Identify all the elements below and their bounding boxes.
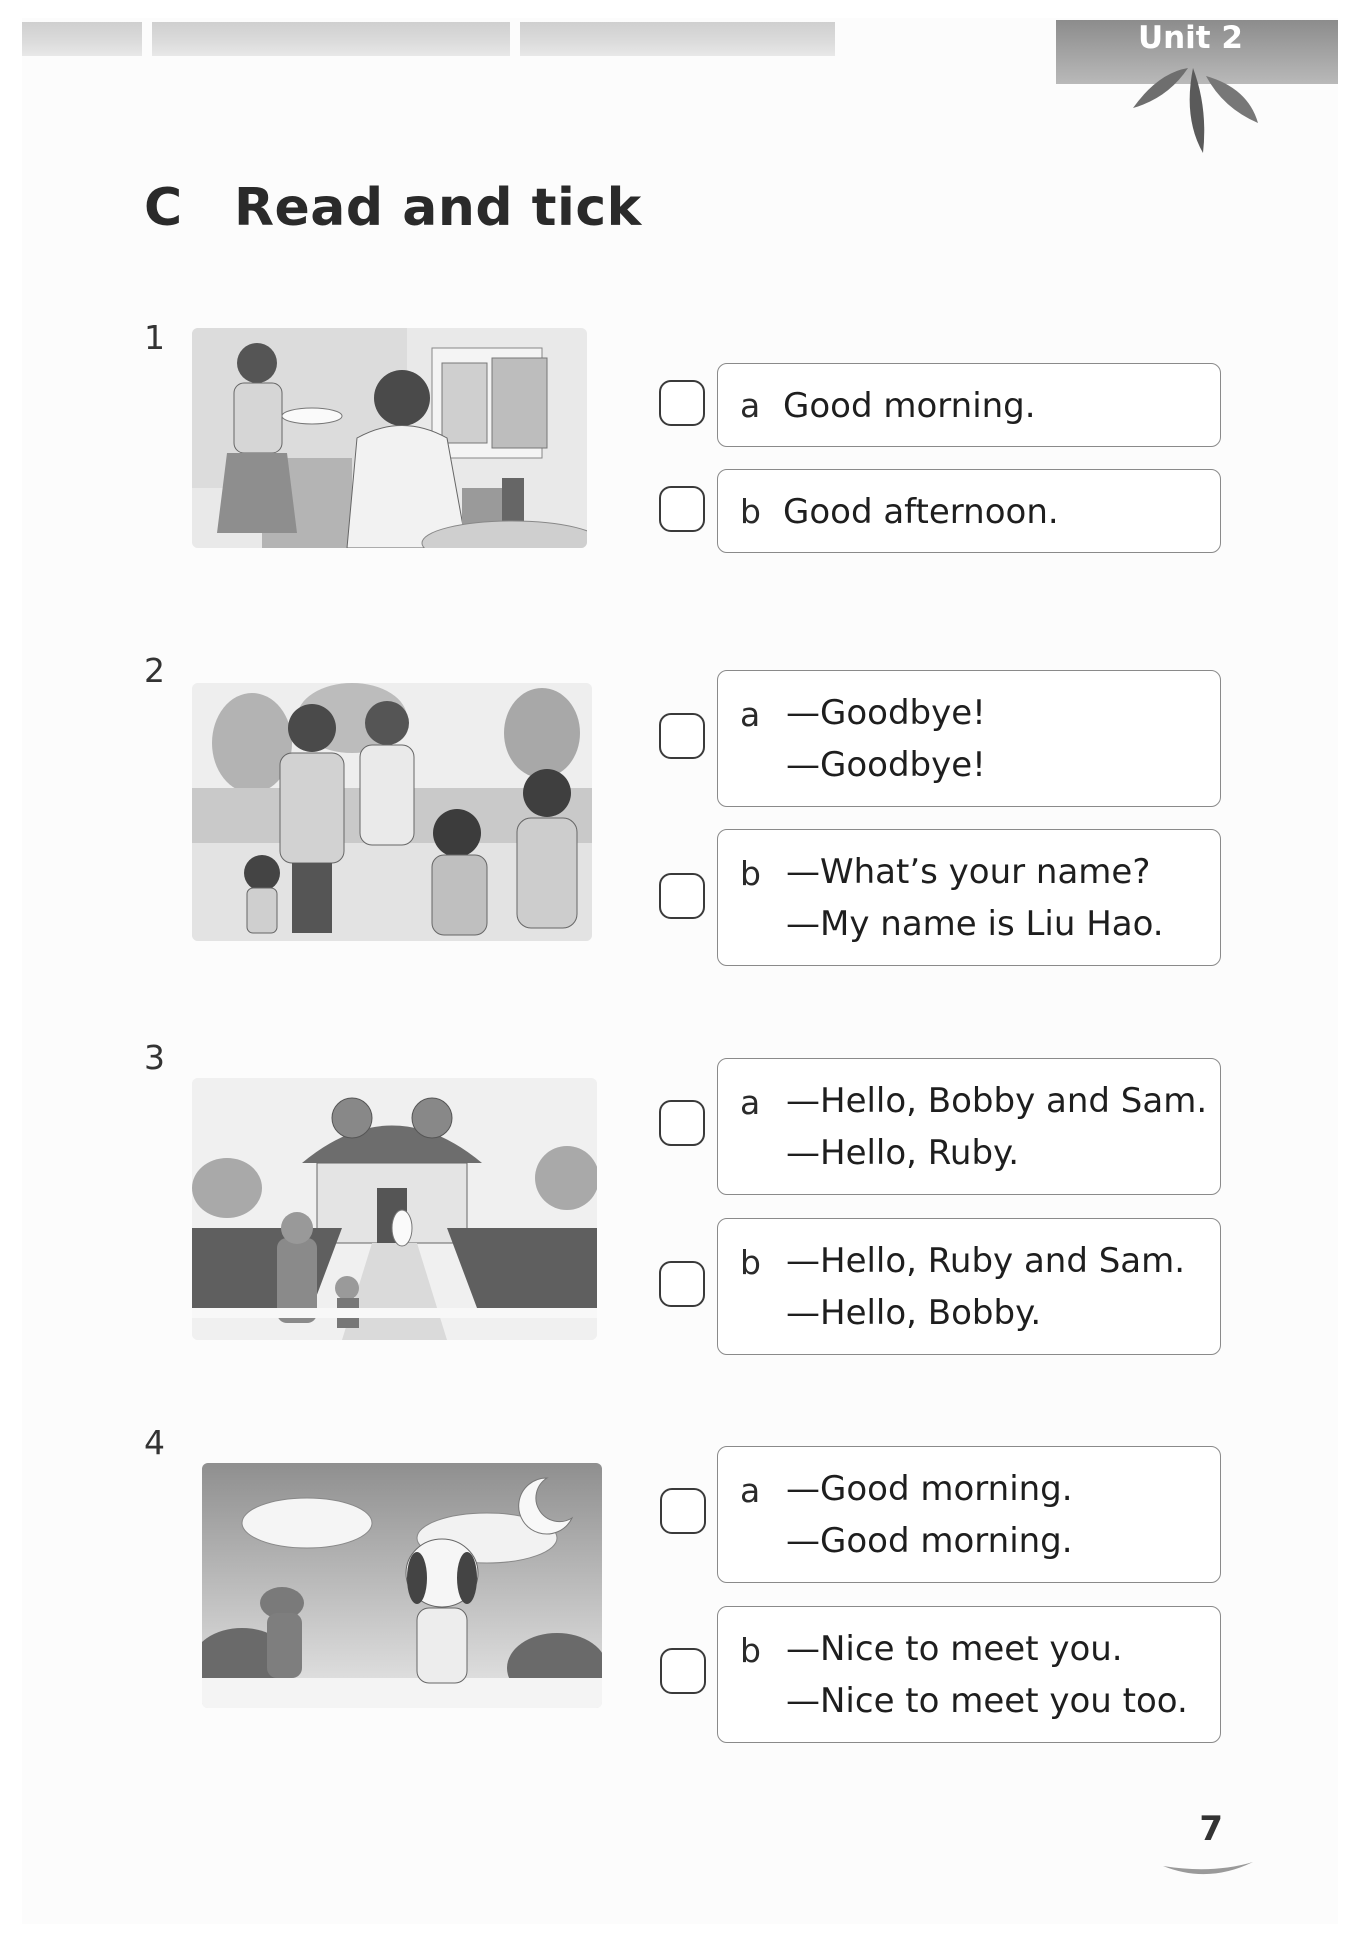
tick-box-4a[interactable] [660,1488,706,1534]
section-title: Read and tick [234,178,642,238]
unit-label: Unit 2 [1137,20,1243,56]
option-box-1a [717,363,1221,447]
question-number: 2 [144,651,165,690]
option-letter: a [740,1083,761,1122]
school-garden-picture [192,1078,597,1340]
option-text: —Goodbye! [786,745,986,785]
option-text: —What’s your name? [786,852,1151,892]
family-breakfast-picture [192,328,587,548]
night-animals-picture [202,1463,602,1708]
option-text: —Goodbye! [786,693,986,733]
header-banner-segment [22,22,142,56]
page-number: 7 [1199,1809,1223,1849]
option-text: —Hello, Bobby. [786,1293,1042,1333]
option-letter: a [740,1471,761,1510]
page-swoosh-icon [1163,1854,1253,1879]
option-text: —Nice to meet you. [786,1629,1123,1669]
section-letter: C [144,178,183,238]
option-box-3a [717,1058,1221,1195]
option-text: —Nice to meet you too. [786,1681,1188,1721]
option-box-2a [717,670,1221,807]
option-box-4a [717,1446,1221,1583]
option-text: —Hello, Ruby. [786,1133,1020,1173]
question-number: 1 [144,318,165,357]
option-text: Good morning. [783,386,1036,426]
option-text: —Hello, Bobby and Sam. [786,1081,1208,1121]
option-letter: a [740,386,761,425]
tick-box-2a[interactable] [659,713,705,759]
option-letter: b [740,1243,761,1282]
tick-box-1b[interactable] [659,486,705,532]
tick-box-3b[interactable] [659,1261,705,1307]
option-text: Good afternoon. [783,492,1059,532]
header-banner-segment [520,22,835,56]
option-text: —My name is Liu Hao. [786,904,1164,944]
header-banner-segment [152,22,510,56]
option-box-4b [717,1606,1221,1743]
option-letter: b [740,1631,761,1670]
section-heading [144,178,642,238]
tick-box-2b[interactable] [659,873,705,919]
option-box-1b [717,469,1221,553]
option-letter: b [740,492,761,531]
option-letter: b [740,854,761,893]
question-number: 3 [144,1038,165,1077]
option-box-2b [717,829,1221,966]
question-number: 4 [144,1423,165,1462]
option-box-3b [717,1218,1221,1355]
tick-box-1a[interactable] [659,380,705,426]
tick-box-4b[interactable] [660,1648,706,1694]
option-text: —Good morning. [786,1521,1073,1561]
option-text: —Good morning. [786,1469,1073,1509]
tick-box-3a[interactable] [659,1100,705,1146]
family-park-picture [192,683,592,941]
option-letter: a [740,695,761,734]
worksheet-page [22,18,1338,1924]
leaf-decoration-icon [1128,68,1268,158]
option-text: —Hello, Ruby and Sam. [786,1241,1186,1281]
